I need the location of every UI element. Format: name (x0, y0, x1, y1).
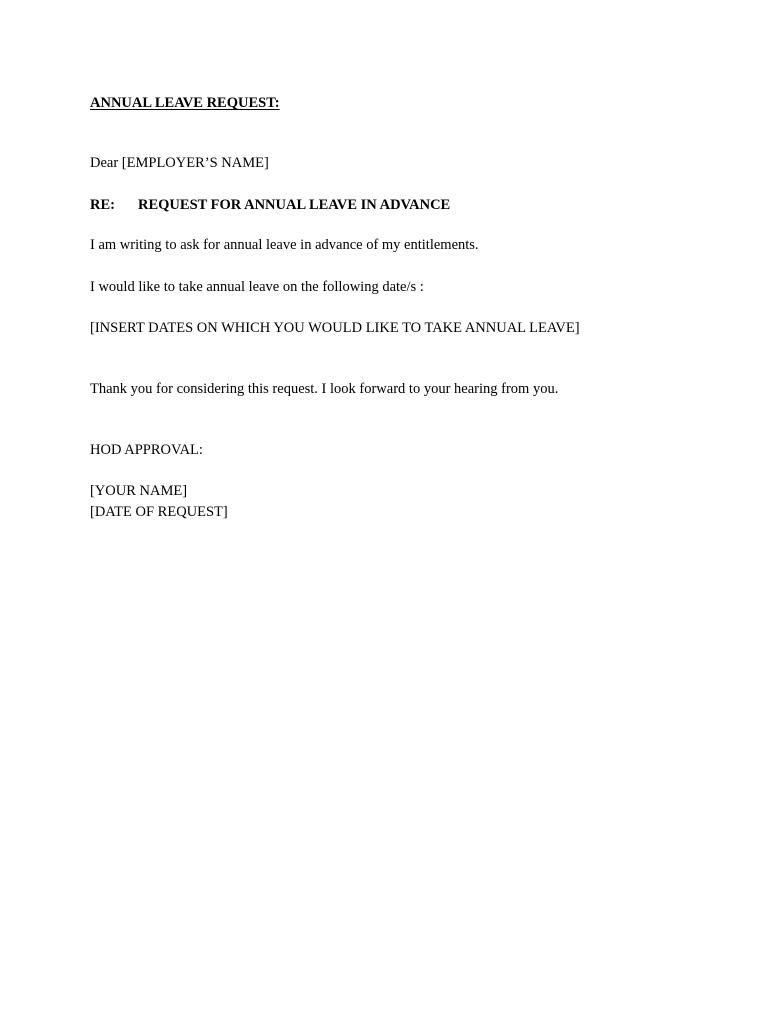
request-paragraph: I am writing to ask for annual leave in advance of my entitlements. (90, 237, 479, 253)
subject-line (90, 196, 450, 214)
subject-label: RE: (90, 197, 115, 213)
hod-approval-label: HOD APPROVAL: (90, 442, 203, 458)
your-name-placeholder: [YOUR NAME] (90, 483, 188, 499)
dates-intro-paragraph: I would like to take annual leave on the following date/s : (90, 279, 424, 295)
date-of-request-placeholder: [DATE OF REQUEST] (90, 504, 228, 520)
subject-text: REQUEST FOR ANNUAL LEAVE IN ADVANCE (138, 197, 451, 213)
closing-paragraph: Thank you for considering this request. I look forward to your hearing from you. (90, 381, 559, 397)
salutation: Dear [EMPLOYER’S NAME] (90, 155, 269, 171)
document-title: ANNUAL LEAVE REQUEST: (90, 95, 280, 111)
dates-placeholder: [INSERT DATES ON WHICH YOU WOULD LIKE TO TAKE ANNUAL LEAVE] (90, 320, 580, 336)
